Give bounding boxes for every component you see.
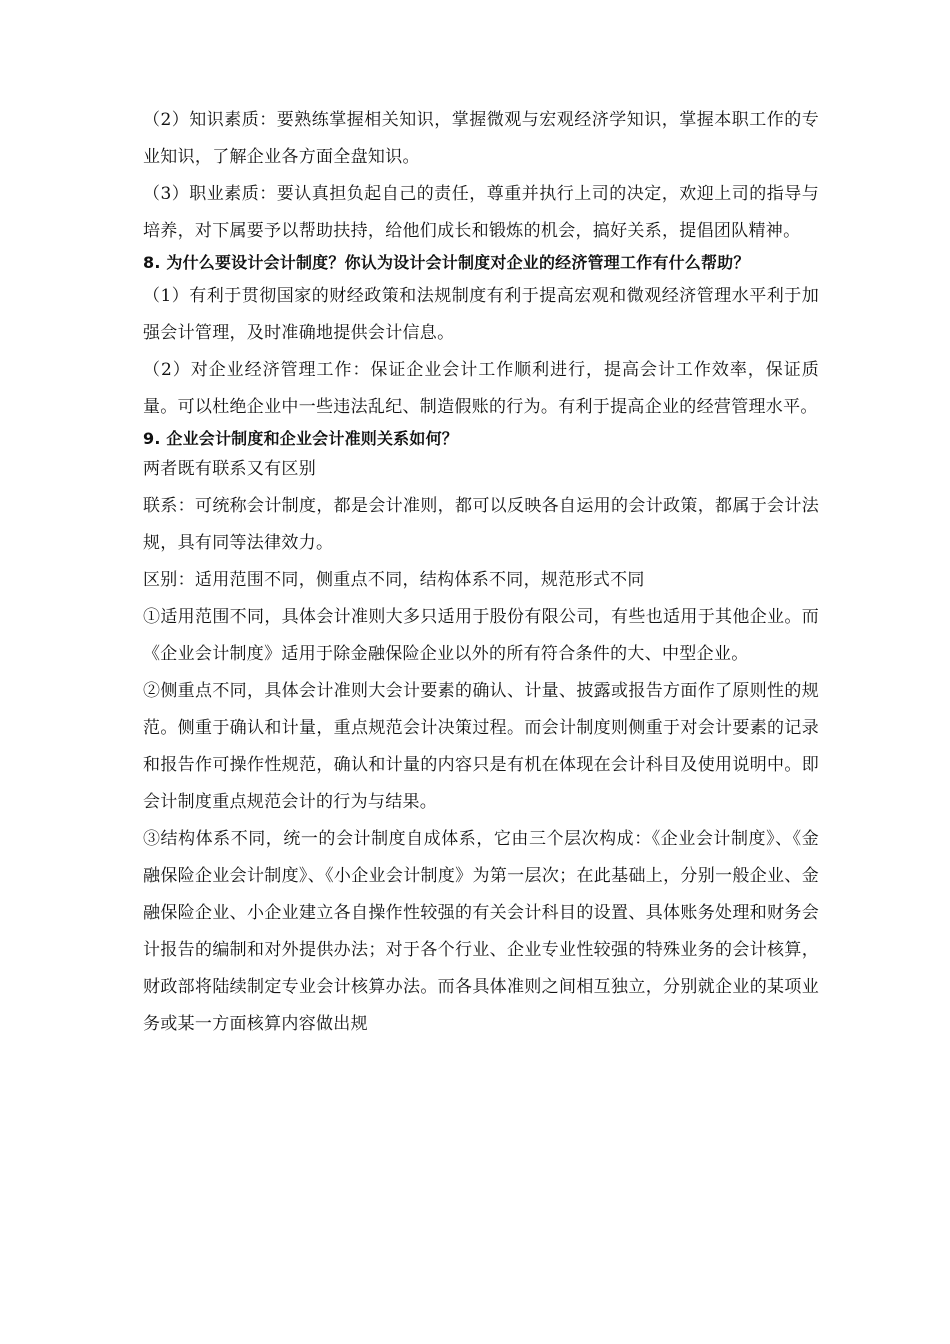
question-8-heading: 8. 为什么要设计会计制度？你认为设计会计制度对企业的经济管理工作有什么帮助？ bbox=[143, 253, 750, 272]
q9-answer-paragraph: 联系：可统称会计制度，都是会计准则，都可以反映各自运用的会计政策，都属于会计法规，具有同等法律效力。 bbox=[143, 496, 819, 553]
q9-answer-paragraph: 区别：适用范围不同，侧重点不同，结构体系不同，规范形式不同 bbox=[143, 570, 645, 590]
q9-answer-paragraph: ③结构体系不同，统一的会计制度自成体系，它由三个层次构成：《企业会计制度》、《金融保险企业会计制度》、《小企业会计制度》为第一层次；在此基础上，分别一般企业、金融保险企业、小企业建立各自操作性较强的有关会计科目的设置、具体账务处理和财务会计报告的编制和对外提供办法；对于各个行业、企业专业性较强的特殊业务的会计核算，财政部将陆续制定专业会计核算办法。而各具体准则之间相互独立，分别就企业的某项业务或某一方面核算内容做出规 bbox=[143, 829, 819, 1034]
q9-answer-paragraph: 两者既有联系又有区别 bbox=[143, 459, 316, 479]
question-9-heading: 9. 企业会计制度和企业会计准则关系如何？ bbox=[143, 429, 458, 448]
q8-answer-paragraph: （1）有利于贯彻国家的财经政策和法规制度有利于提高宏观和微观经济管理水平利于加强会计管理，及时准确地提供会计信息。 bbox=[143, 286, 819, 343]
q9-answer-paragraph: ①适用范围不同，具体会计准则大多只适用于股份有限公司，有些也适用于其他企业。而《企业会计制度》适用于除金融保险企业以外的所有符合条件的大、中型企业。 bbox=[143, 607, 819, 664]
document-body bbox=[143, 102, 819, 1043]
q8-answer-paragraph: （2）对企业经济管理工作：保证企业会计工作顺利进行，提高会计工作效率，保证质量。可以杜绝企业中一些违法乱纪、制造假账的行为。有利于提高企业的经营管理水平。 bbox=[143, 360, 819, 417]
paragraph-knowledge-quality: （2）知识素质：要熟练掌握相关知识，掌握微观与宏观经济学知识，掌握本职工作的专业知识，了解企业各方面全盘知识。 bbox=[143, 110, 819, 167]
q9-answer-paragraph: ②侧重点不同，具体会计准则大会计要素的确认、计量、披露或报告方面作了原则性的规范。侧重于确认和计量，重点规范会计决策过程。而会计制度则侧重于对会计要素的记录和报告作可操作性规范，确认和计量的内容只是有机在体现在会计科目及使用说明中。即会计制度重点规范会计的行为与结果。 bbox=[143, 681, 819, 812]
paragraph-professional-quality: （3）职业素质：要认真担负起自己的责任，尊重并执行上司的决定，欢迎上司的指导与培养，对下属要予以帮助扶持，给他们成长和锻炼的机会，搞好关系，提倡团队精神。 bbox=[143, 184, 819, 241]
